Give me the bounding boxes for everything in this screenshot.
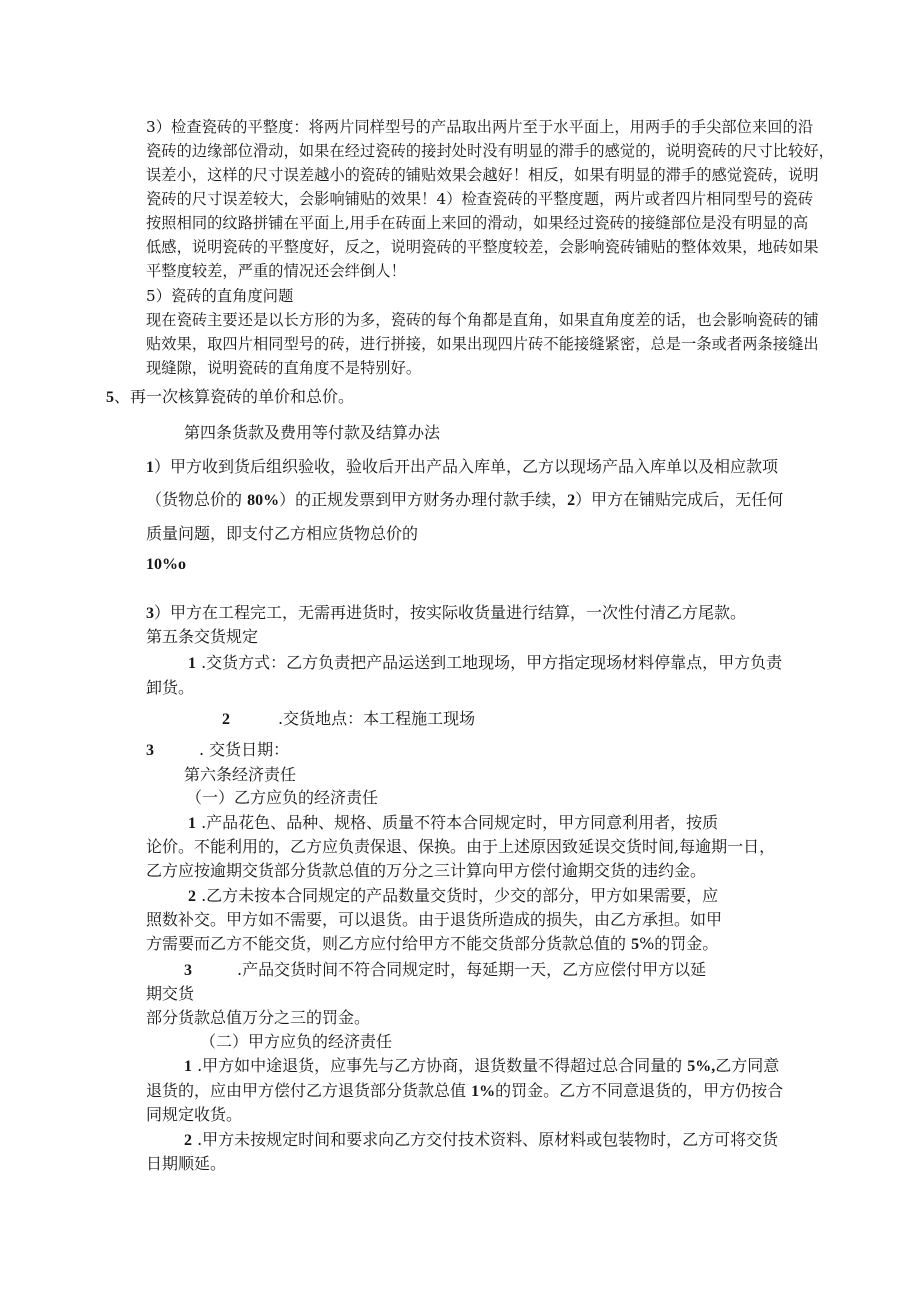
clause-b2: [184, 1127, 778, 1150]
text-line: 瓷砖的边缘部位滑动，如果在经过瓷砖的接封处时没有明显的滞手的感觉的，说明瓷砖的尺寸比较好，: [146, 142, 834, 160]
text-run: .产品花色、品种、规格、质量不符本合同规定时，甲方同意利用者，按质: [196, 813, 719, 832]
text-line: 按照相同的纹路拼铺在平面上,用手在砖面上来回的滑动，如果经过瓷砖的接缝部位是没有明显的高: [146, 214, 809, 232]
text-run: .乙方未按本合同规定的产品数量交货时，少交的部分，甲方如果需要，应: [196, 886, 719, 905]
article-4-line-2: [146, 487, 783, 510]
text-line: 贴效果，取四片相同型号的砖，进行拼接，如果出现四片砖不能接缝紧密，总是一条或者两条接缝出: [146, 335, 819, 353]
text-run: 的罚金。乙方不同意退货的，甲方仍按合: [495, 1081, 784, 1100]
text-run: ）甲方在铺贴完成后，无任何: [575, 490, 784, 509]
article-5-item-1: [188, 650, 782, 673]
item-5: [106, 384, 354, 407]
text-line: 现在瓷砖主要还是以长方形的为多，瓷砖的每个角都是直角，如果直角度差的话，也会影响瓷砖的铺: [146, 311, 819, 329]
item-number: 2: [222, 711, 230, 728]
clause-b1-line-2: [146, 1078, 783, 1101]
text-run: 1: [146, 459, 154, 476]
text-line: 现缝隙，说明瓷砖的直角度不是特别好。: [146, 359, 422, 377]
clause-a2: [188, 883, 718, 906]
text-run: 2: [184, 1132, 192, 1149]
article-5-item-3: [146, 737, 289, 760]
clause-a2-line-3: [146, 931, 718, 954]
text-run: .交货方式：乙方负责把产品运送到工地现场，甲方指定现场材料停靠点，甲方负责: [196, 653, 783, 672]
clause-a1-line-2: 论价。不能利用的，乙方应负责保退、保换。由于上述原因致延误交货时间,每逾期一日，: [146, 837, 776, 856]
text-run: 1: [188, 655, 196, 672]
article-4-percent: 10%o: [146, 556, 186, 573]
article-5-item-2: [222, 706, 475, 729]
text-run: 2: [567, 492, 576, 509]
article-6-subsection-2: （二）甲方应负的经济责任: [200, 1032, 393, 1051]
text-run: .甲方如中途退货，应事先与乙方协商，退货数量不得超过总合同量的: [192, 1056, 688, 1075]
text-run: 1: [184, 1058, 192, 1075]
text-run: 1: [188, 815, 196, 832]
item-number: 5: [106, 389, 114, 406]
text-run: 方需要而乙方不能交货，则乙方应付给甲方不能交货部分货款总值的: [146, 934, 632, 953]
text-run: （货物总价的: [146, 490, 248, 509]
text-line: 平整度较差，严重的情况还会绊倒人！: [146, 262, 406, 280]
item-number: 3: [184, 962, 192, 979]
item-text: 、再一次核算瓷砖的单价和总价。: [114, 387, 355, 406]
text-run: .甲方未按规定时间和要求向乙方交付技术资料、原材料或包装物时，乙方可将交货: [192, 1130, 779, 1149]
text-run: 80%: [247, 492, 280, 509]
item-text: . 交货日期：: [199, 740, 290, 759]
text-run: 3: [146, 605, 154, 622]
clause-a1: [188, 810, 718, 833]
clause-b1: [184, 1053, 779, 1076]
clause-b2-line-2: 日期顺延。: [146, 1154, 227, 1173]
article-6-title: 第六条经济责任: [184, 765, 297, 784]
article-5-title: 第五条交货规定: [146, 627, 259, 646]
clause-a3: [184, 957, 706, 980]
article-4-title: 第四条货款及费用等付款及结算办法: [184, 423, 441, 442]
text-run: ）的正规发票到甲方财务办理付款手续，: [279, 490, 568, 509]
text-run: 乙方同意: [715, 1056, 780, 1075]
text-run: 5: [631, 936, 640, 953]
text-line: 3）检查瓷砖的平整度：将两片同样型号的产品取出两片至于水平面上，用两手的手尖部位来回的沿: [146, 118, 814, 136]
article-6-subsection-1: （一）乙方应负的经济责任: [186, 788, 379, 807]
item-text: .产品交货时间不符合同规定时，每延期一天，乙方应偿付甲方以延: [237, 960, 707, 979]
text-line: 低感，说明瓷砖的平整度好，反之，说明瓷砖的平整度较差，会影响瓷砖铺贴的整体效果，地砖如果: [146, 238, 819, 256]
article-4-line-1: [146, 454, 778, 477]
clause-a3-line-3: 部分货款总值万分之三的罚金。: [146, 1008, 371, 1027]
clause-a3-line-2: 期交货: [146, 984, 195, 1003]
article-4-line-3: 质量问题，即支付乙方相应货物总价的: [146, 524, 419, 543]
clause-a1-line-3: 乙方应按逾期交货部分货款总值的万分之三计算向甲方偿付逾期交货的违约金。: [146, 861, 707, 880]
text-line: 误差小，这样的尺寸误差越小的瓷砖的铺贴效果会越好！相反，如果有明显的滞手的感觉瓷砖，说明: [146, 166, 819, 184]
article-5-item-1-cont: 卸货。: [146, 678, 195, 697]
article-4-line-4: [146, 600, 746, 623]
text-run: %的罚金。: [639, 934, 719, 953]
item-text: .交货地点：本工程施工现场: [278, 709, 476, 728]
item-number: 3: [146, 742, 154, 759]
text-run: ）甲方收到货后组织验收，验收后开出产品入库单，乙方以现场产品入库单以及相应款项: [154, 457, 779, 476]
clause-a2-line-2: 照数补交。甲方如不需要，可以退货。由于退货所造成的损失，由乙方承担。如甲: [146, 910, 723, 929]
clause-b1-line-3: 同规定收货。: [146, 1105, 243, 1124]
text-run: 1%: [471, 1083, 496, 1100]
text-run: 2: [188, 888, 196, 905]
text-run: 退货的，应由甲方偿付乙方退货部分货款总值: [146, 1081, 472, 1100]
text-run: 5%,: [687, 1058, 716, 1075]
text-line: 瓷砖的尺寸误差较大，会影响铺贴的效果！4）检查瓷砖的平整度题，两片或者四片相同型号的瓷砖: [146, 190, 814, 208]
text-run: ）甲方在工程完工，无需再进货时，按实际收货量进行结算，一次性付清乙方尾款。: [154, 603, 747, 622]
section-5-title: 5）瓷砖的直角度问题: [146, 287, 294, 305]
